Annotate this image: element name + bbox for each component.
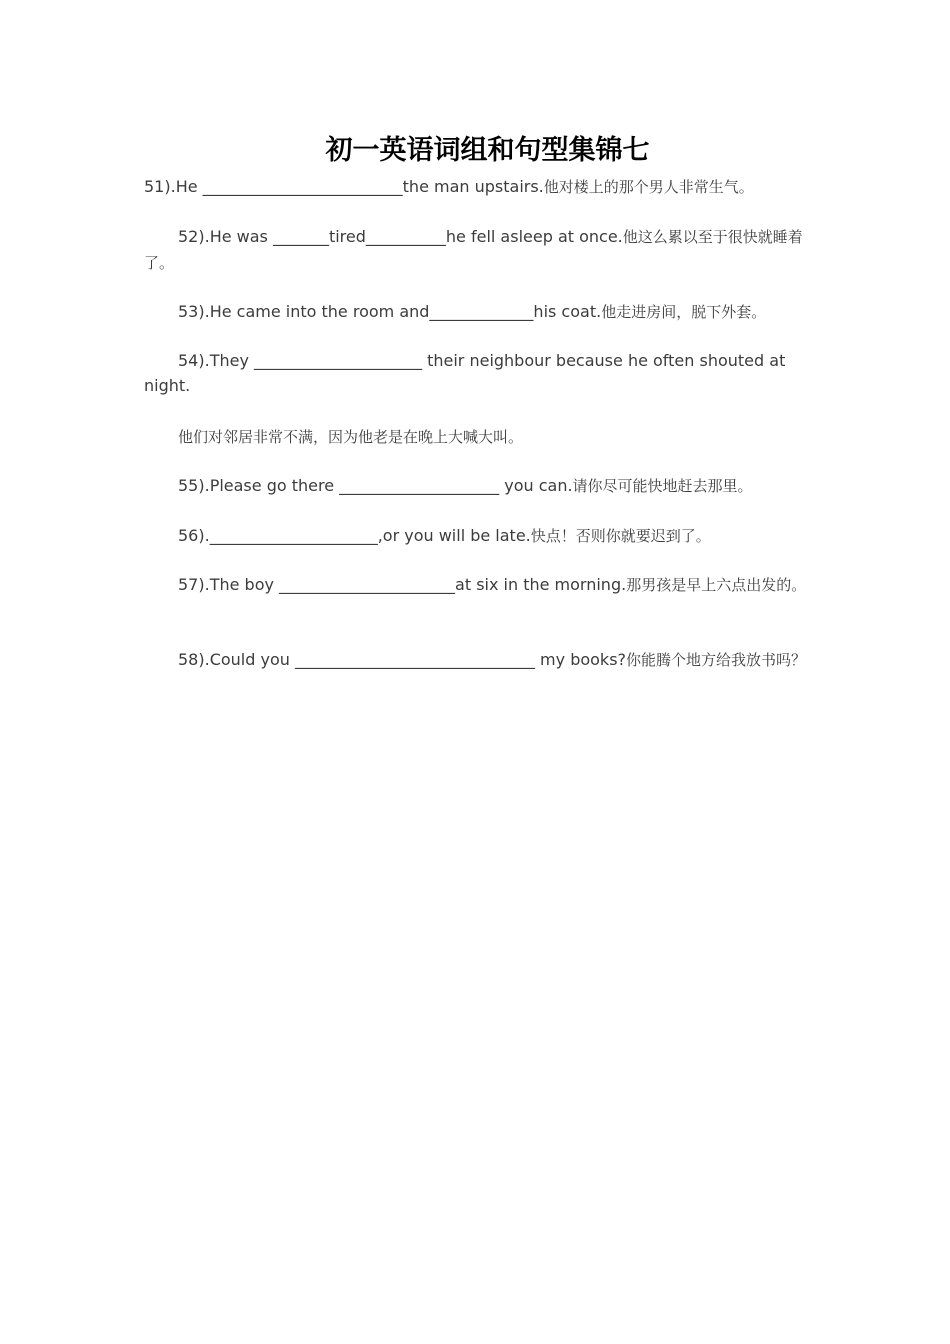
sentence-56 [144, 523, 814, 549]
sentence-54 [144, 348, 814, 398]
sentence-53 [144, 299, 814, 325]
sentence-53-english: 53).He came into the room and_____________his coat. [178, 302, 602, 321]
sentence-54-translation [144, 424, 814, 450]
sentence-52-english: 52).He was _______tired__________he fell asleep at once. [178, 227, 623, 246]
sentence-52 [144, 224, 814, 276]
sentence-58-english: 58).Could you ______________________________ my books? [178, 650, 627, 669]
sentence-54-english: 54).They _____________________ their neighbour because he often shouted at night. [144, 351, 786, 395]
sentence-51-chinese: 他对楼上的那个男人非常生气。 [543, 178, 754, 196]
page-title: 初一英语词组和句型集锦七 [325, 135, 650, 166]
sentence-51-english: 51).He _________________________the man upstairs. [144, 177, 544, 196]
sentence-55 [144, 473, 814, 499]
sentence-53-chinese: 他走进房间，脱下外套。 [601, 303, 767, 321]
sentence-58 [144, 647, 814, 673]
sentence-57-chinese: 那男孩是早上六点出发的。 [626, 576, 807, 594]
sentence-51 [144, 174, 814, 200]
sentence-57-english: 57).The boy ______________________at six in the morning. [178, 575, 627, 594]
sentence-52-chinese: 他这么累以至于很快就睡着了。 [144, 228, 803, 272]
sentence-56-english: 56)._____________________,or you will be late. [178, 526, 531, 545]
sentence-58-chinese: 你能腾个地方给我放书吗？ [626, 651, 807, 669]
sentence-57 [144, 572, 814, 598]
sentence-55-english: 55).Please go there ____________________ you can. [178, 476, 573, 495]
sentence-56-chinese: 快点！否则你就要迟到了。 [530, 527, 711, 545]
sentence-55-chinese: 请你尽可能快地赶去那里。 [572, 477, 753, 495]
sentence-54-chinese: 他们对邻居非常不满，因为他老是在晚上大喊大叫。 [178, 428, 524, 446]
